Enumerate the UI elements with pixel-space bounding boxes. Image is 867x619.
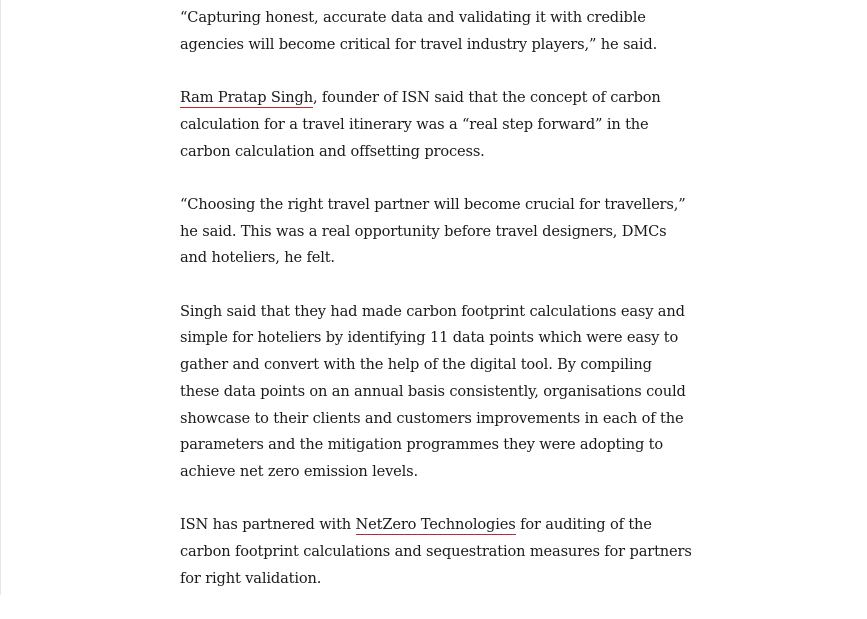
- paragraph-text: “Capturing honest, accurate data and validating it with credible agencies will become critical for travel industry players,” he said.: [180, 9, 658, 53]
- paragraph-ram-pratap-singh: [180, 85, 695, 165]
- paragraph-text: ISN has partnered with: [180, 516, 356, 534]
- page-left-border: [0, 0, 1, 595]
- paragraph-text: , founder of ISN said that the concept of carbon calculation for a travel itinerary was a “real step forward” in the carbon calculation and offsetting process.: [180, 89, 661, 160]
- paragraph-quote-capturing: [180, 5, 695, 58]
- paragraph-text: Singh said that they had made carbon footprint calculations easy and simple for hoteliers by identifying 11 data points which were easy to gather and convert with the help of the digital tool. By compiling these data points on an annual basis consistently, organisations could showcase to their clients and customers improvements in each of the parameters and the mitigation programmes they were adopting to achieve net zero emission levels.: [180, 302, 686, 480]
- ram-pratap-singh-link[interactable]: Ram Pratap Singh: [180, 89, 313, 107]
- paragraph-quote-choosing: [180, 192, 695, 272]
- netzero-technologies-link[interactable]: NetZero Technologies: [355, 516, 516, 534]
- paragraph-singh-said: [180, 299, 695, 486]
- article-body: [180, 5, 695, 619]
- paragraph-text: “Choosing the right travel partner will become crucial for travellers,” he said. This was a real opportunity before travel designers, DMCs and hoteliers, he felt.: [180, 195, 686, 267]
- paragraph-text: for auditing of the carbon footprint calculations and sequestration measures for partners for right validation.: [180, 516, 692, 587]
- paragraph-isn-partnered: [180, 512, 695, 592]
